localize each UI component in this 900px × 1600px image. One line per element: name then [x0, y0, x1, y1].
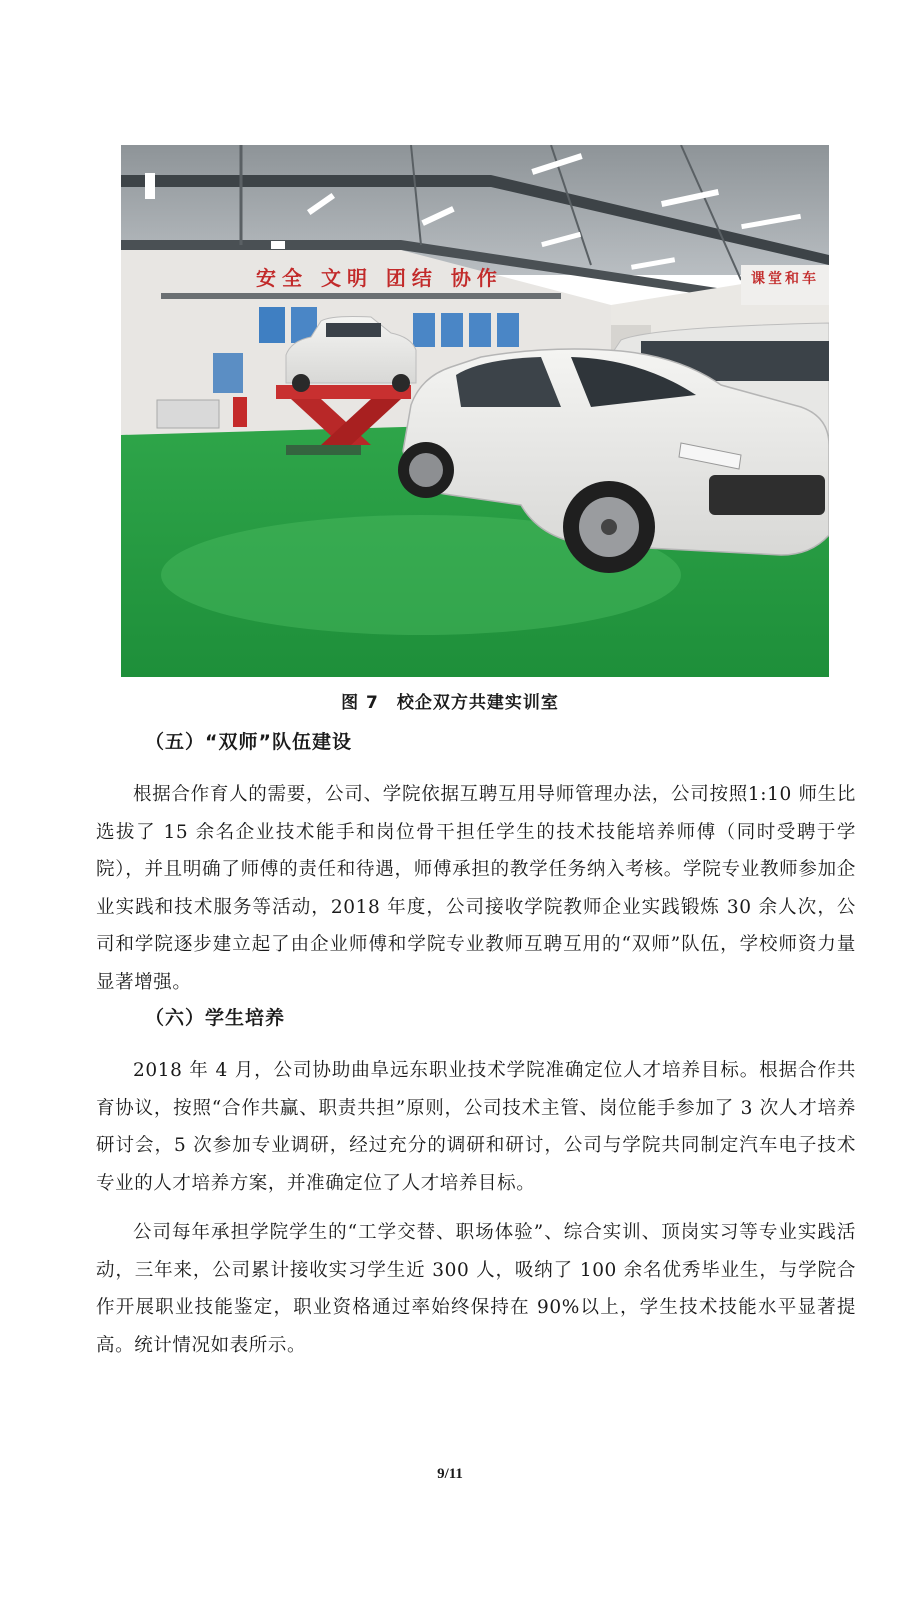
paragraph-dual-teacher: 根据合作育人的需要，公司、学院依据互聘互用导师管理办法，公司按照1:10 师生比选拔了 15 余名企业技术能手和岗位骨干担任学生的技术技能培养师傅（同时受聘于学院），并且明确了师傅的责任和待遇，师傅承担的教学任务纳入考核。学院专业教师参加企业实践和技术服务等活动，2018 年度，公司接收学院教师企业实践锻炼 30 余人次，公司和学院逐步建立起了由企业师傅和学院专业教师互聘互用的“双师”队伍，学校师资力量显著增强。 [96, 784, 856, 993]
side-wall-text: 课堂和车 [751, 271, 819, 287]
wall-slogan-text: 安全 文明 团结 协作 [256, 266, 503, 290]
section-heading-student-training: （六）学生培养 [145, 1007, 286, 1029]
training-room-photo [121, 145, 829, 677]
page-number: 9/11 [437, 1466, 463, 1482]
paragraph-practice-activities: 公司每年承担学院学生的“工学交替、职场体验”、综合实训、顶岗实习等专业实践活动，三年来，公司累计接收实习学生近 300 人，吸纳了 100 余名优秀毕业生，与学院合作开展职业技能鉴定，职业资格通过率始终保持在 90%以上，学生技术技能水平显著提高。统计情况如表所示。 [96, 1222, 856, 1356]
section-heading-dual-teacher: （五）“双师”队伍建设 [145, 731, 352, 753]
paragraph-talent-goals: 2018 年 4 月，公司协助曲阜远东职业技术学院准确定位人才培养目标。根据合作共育协议，按照“合作共赢、职责共担”原则，公司技术主管、岗位能手参加了 3 次人才培养研讨会，5 次参加专业调研，经过充分的调研和研讨，公司与学院共同制定汽车电子技术专业的人才培养方案，并准确定位了人才培养目标。 [96, 1060, 856, 1194]
figure-caption: 图 7 校企双方共建实训室 [341, 693, 559, 713]
